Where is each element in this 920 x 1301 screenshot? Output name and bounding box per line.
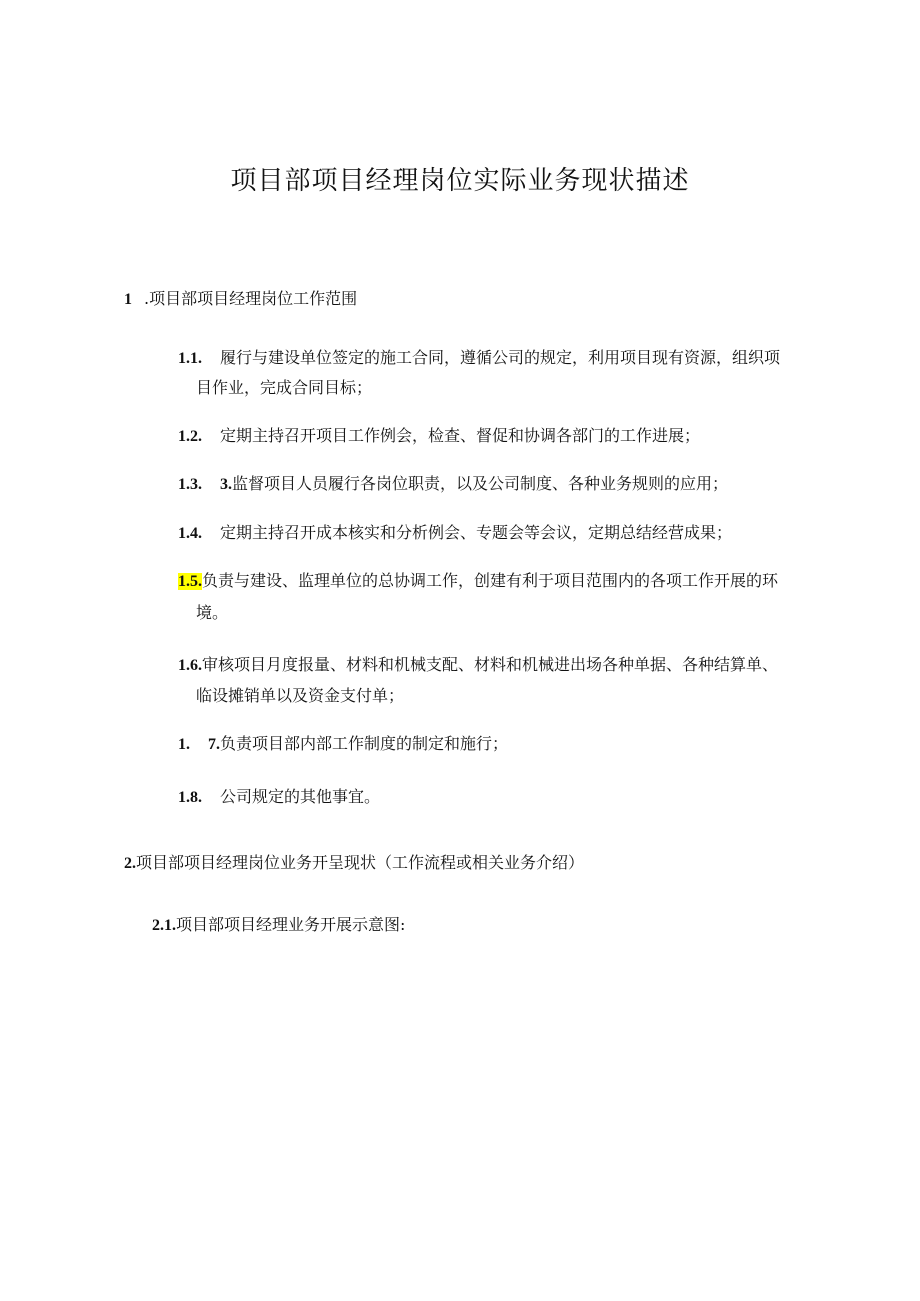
subsection-2-1 bbox=[152, 910, 405, 941]
list-item-1-2 bbox=[178, 421, 700, 452]
item-text-continued: 境。 bbox=[196, 603, 229, 622]
list-item-1-5-continued bbox=[196, 598, 228, 628]
list-item-1-8 bbox=[178, 782, 380, 813]
list-item-1-6-continued bbox=[196, 681, 404, 711]
item-number: 1.8. bbox=[178, 789, 202, 806]
item-number: 1.1. bbox=[178, 350, 202, 367]
subsection-number: 2.1. bbox=[152, 917, 176, 934]
item-subnumber: 3. bbox=[220, 476, 232, 493]
item-text-continued: 目作业，完成合同目标； bbox=[196, 378, 373, 397]
list-item-1-1 bbox=[178, 343, 780, 374]
item-text: 定期主持召开项目工作例会，检查、督促和协调各部门的工作进展； bbox=[220, 426, 701, 445]
list-item-1-3 bbox=[178, 469, 728, 500]
item-number: 1. bbox=[178, 736, 190, 753]
item-text: 履行与建设单位签定的施工合同，遵循公司的规定，利用项目现有资源，组织项 bbox=[220, 348, 781, 367]
item-number-highlighted: 1.5. bbox=[178, 573, 202, 590]
item-text: 定期主持召开成本核实和分析例会、专题会等会议，定期总结经营成果； bbox=[220, 523, 733, 542]
item-text: 监督项目人员履行各岗位职责，以及公司制度、各种业务规则的应用； bbox=[232, 474, 729, 493]
subsection-text: 项目部项目经理业务开展示意图: bbox=[176, 915, 406, 934]
section-2-heading bbox=[124, 848, 584, 879]
document-title: 项目部项目经理岗位实际业务现状描述 bbox=[230, 166, 690, 196]
item-number: 1.2. bbox=[178, 428, 202, 445]
list-item-1-6 bbox=[178, 650, 778, 681]
section-2-title: 项目部项目经理岗位业务开呈现状（工作流程或相关业务介绍） bbox=[136, 853, 585, 872]
item-number: 1.3. bbox=[178, 476, 202, 493]
list-item-1-4 bbox=[178, 518, 732, 549]
section-1-number: 1 bbox=[124, 291, 132, 308]
item-number: 1.6. bbox=[178, 657, 202, 674]
section-1-heading bbox=[124, 284, 357, 315]
list-item-1-1-continued bbox=[196, 373, 372, 403]
section-2-number: 2. bbox=[124, 855, 136, 872]
list-item-1-7 bbox=[178, 729, 508, 760]
list-item-1-5 bbox=[178, 566, 778, 597]
item-text: 公司规定的其他事宜。 bbox=[220, 787, 381, 806]
item-text-continued: 临设摊销单以及资金支付单； bbox=[196, 686, 405, 705]
item-text: 审核项目月度报量、材料和机械支配、材料和机械进出场各种单据、各种结算单、 bbox=[202, 655, 779, 674]
item-subnumber: 7. bbox=[208, 736, 220, 753]
item-text: 负责与建设、监理单位的总协调工作，创建有利于项目范围内的各项工作开展的环 bbox=[202, 571, 779, 590]
item-number: 1.4. bbox=[178, 525, 202, 542]
section-1-title: .项目部项目经理岗位工作范围 bbox=[144, 289, 358, 308]
item-text: 负责项目部内部工作制度的制定和施行； bbox=[220, 734, 509, 753]
